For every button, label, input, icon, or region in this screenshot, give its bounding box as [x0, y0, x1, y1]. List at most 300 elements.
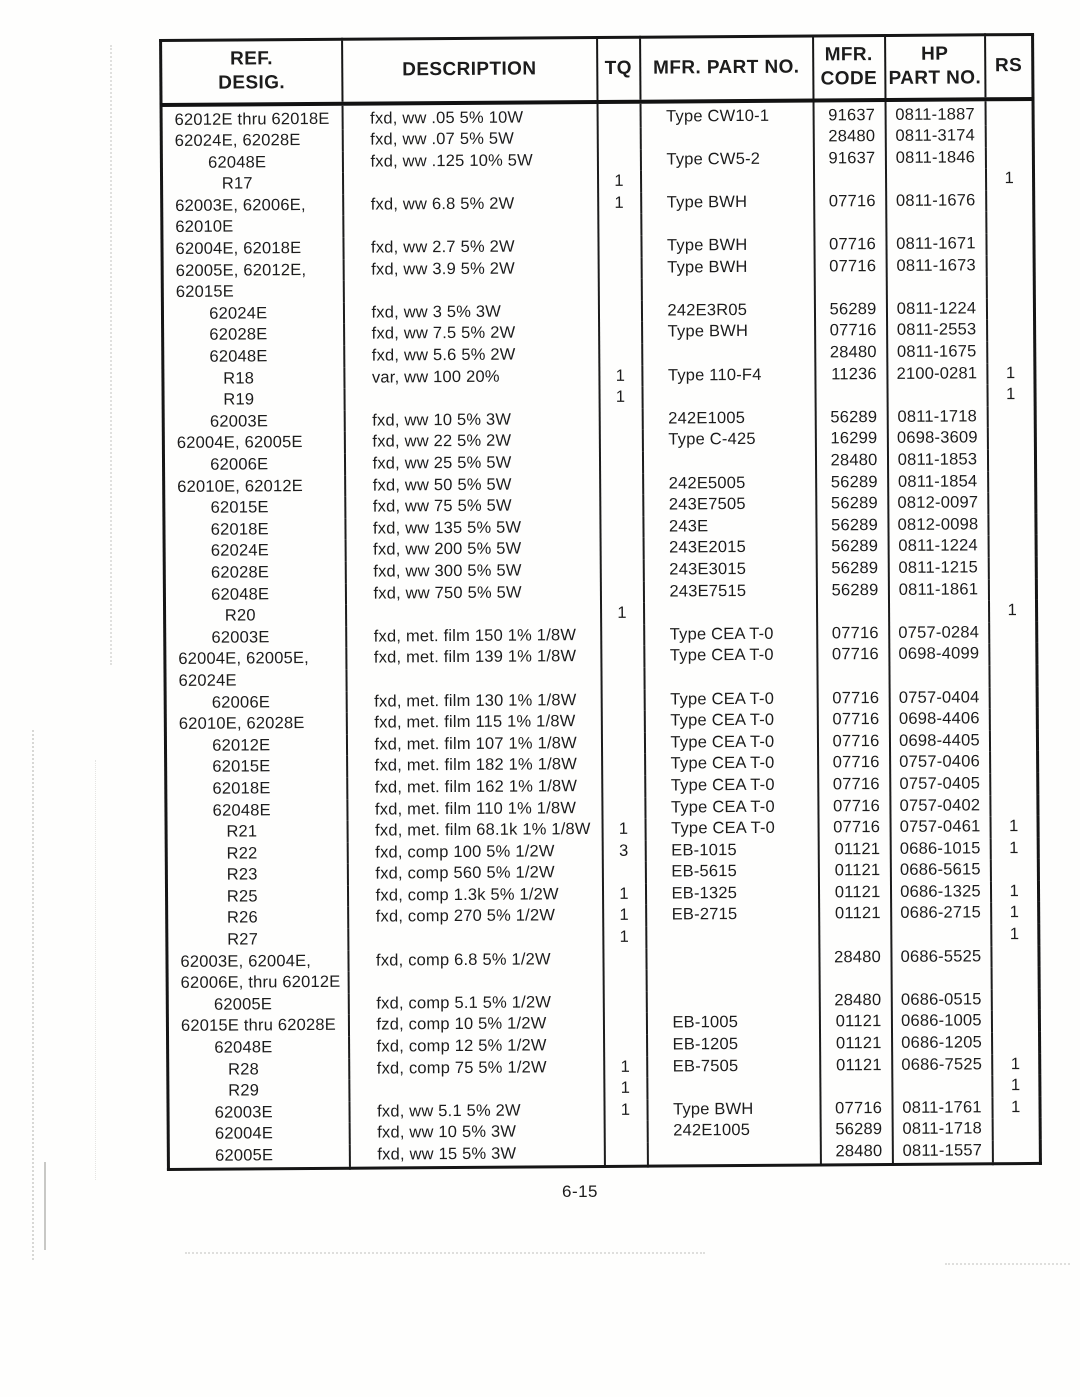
cell-mfr-part-no: 243E7515: [643, 580, 816, 603]
cell-tq: [599, 409, 642, 431]
cell-mfr-part-no: 243E7505: [643, 494, 816, 517]
cell-tq: [601, 668, 644, 690]
cell-hp-part-no: 0686-1015: [890, 838, 990, 860]
cell-ref-desig: 62024E: [164, 540, 345, 563]
cell-mfr-code: 07716: [818, 752, 890, 774]
cell-ref-desig: 62018E: [164, 519, 345, 542]
cell-mfr-code: 01121: [819, 903, 891, 925]
cell-mfr-part-no: [644, 666, 817, 689]
cell-mfr-code: 01121: [818, 860, 890, 882]
cell-description: fxd, ww 200 5% 5W: [345, 538, 600, 561]
cell-tq: [600, 473, 643, 495]
cell-mfr-code: [817, 666, 889, 688]
cell-hp-part-no: 0811-1718: [892, 1119, 992, 1141]
cell-tq: [598, 236, 641, 258]
cell-description: fxd, met. film 139 1% 1/8W: [346, 646, 601, 669]
header-tq: TQ: [597, 37, 640, 101]
cell-hp-part-no: 0686-1325: [890, 881, 990, 903]
cell-rs: [986, 255, 1034, 277]
cell-mfr-part-no: Type BWH: [641, 235, 814, 258]
cell-description: fxd, comp 1.3k 5% 1/2W: [347, 884, 602, 907]
cell-ref-desig: 62005E: [167, 994, 348, 1017]
cell-hp-part-no: 0812-0097: [888, 492, 988, 514]
cell-rs: 1: [989, 600, 1037, 622]
cell-rs: [988, 557, 1036, 579]
cell-tq: 1: [598, 193, 641, 215]
cell-mfr-code: 01121: [820, 1033, 892, 1055]
cell-mfr-code: 07716: [815, 320, 887, 342]
cell-tq: [603, 970, 646, 992]
cell-tq: [600, 538, 643, 560]
cell-ref-desig: 62004E, 62005E: [163, 432, 344, 455]
cell-ref-desig: R28: [168, 1058, 349, 1081]
cell-mfr-part-no: [646, 926, 819, 949]
cell-hp-part-no: 0811-3174: [885, 125, 985, 147]
cell-ref-desig: 62003E, 62004E,: [167, 950, 348, 973]
cell-hp-part-no: 0811-1215: [888, 557, 988, 579]
cell-tq: 1: [604, 1099, 647, 1121]
cell-tq: [600, 560, 643, 582]
cell-ref-desig: 62010E, 62012E: [164, 475, 345, 498]
cell-description: var, ww 100 20%: [344, 366, 599, 389]
cell-mfr-code: 07716: [814, 234, 886, 256]
cell-tq: [604, 1143, 647, 1166]
cell-mfr-code: 07716: [817, 644, 889, 666]
page-number: 6-15: [561, 1182, 599, 1201]
cell-rs: [987, 341, 1035, 363]
cell-description: [343, 171, 598, 194]
cell-rs: 1: [985, 168, 1033, 190]
cell-mfr-part-no: Type CEA T-0: [645, 753, 818, 776]
cell-mfr-code: [814, 277, 886, 299]
cell-mfr-part-no: [647, 1077, 820, 1100]
table-row: [168, 1140, 1040, 1169]
cell-mfr-part-no: Type C-425: [642, 429, 815, 452]
cell-rs: [987, 406, 1035, 428]
cell-hp-part-no: [891, 968, 991, 990]
cell-rs: [989, 622, 1037, 644]
cell-description: fxd, ww 25 5% 5W: [344, 452, 599, 475]
cell-hp-part-no: 0698-4405: [889, 730, 989, 752]
cell-hp-part-no: 0811-1675: [887, 341, 987, 363]
cell-tq: [598, 257, 641, 279]
cell-tq: [601, 689, 644, 711]
scan-artifact: [185, 1252, 705, 1254]
cell-description: fxd, comp 5.1 5% 1/2W: [348, 992, 603, 1015]
cell-description: fxd, comp 100 5% 1/2W: [347, 841, 602, 864]
cell-ref-desig: 62005E, 62012E,: [162, 259, 343, 282]
cell-tq: 1: [604, 1078, 647, 1100]
cell-mfr-code: 56289: [816, 558, 888, 580]
cell-rs: [989, 708, 1037, 730]
cell-rs: [990, 859, 1038, 881]
cell-ref-desig: R22: [166, 842, 347, 865]
cell-description: fxd, met. film 162 1% 1/8W: [347, 776, 602, 799]
cell-tq: [601, 624, 644, 646]
cell-mfr-part-no: [640, 127, 813, 150]
cell-description: fxd, met. film 107 1% 1/8W: [346, 733, 601, 756]
cell-description: fxd, met. film 115 1% 1/8W: [346, 711, 601, 734]
cell-mfr-part-no: Type BWH: [641, 191, 814, 214]
cell-rs: [989, 643, 1037, 665]
cell-description: fxd, ww 15 5% 3W: [349, 1143, 604, 1168]
cell-mfr-part-no: 242E1005: [642, 407, 815, 430]
cell-rs: 1: [987, 363, 1035, 385]
cell-mfr-part-no: [642, 343, 815, 366]
cell-hp-part-no: 0811-1673: [886, 255, 986, 277]
cell-ref-desig: 62004E, 62005E,: [165, 648, 346, 671]
cell-rs: [985, 125, 1033, 147]
cell-rs: [987, 319, 1035, 341]
cell-mfr-part-no: Type BWH: [647, 1098, 820, 1121]
cell-ref-desig: 62024E: [162, 303, 343, 326]
cell-ref-desig: 62048E: [168, 1037, 349, 1060]
cell-description: fxd, ww 300 5% 5W: [345, 560, 600, 583]
cell-rs: [986, 233, 1034, 255]
cell-ref-desig: 62003E: [163, 411, 344, 434]
parts-table: [159, 33, 1042, 1171]
cell-hp-part-no: 0757-0461: [890, 816, 990, 838]
cell-mfr-code: 01121: [818, 882, 890, 904]
cell-mfr-code: 07716: [818, 774, 890, 796]
cell-mfr-part-no: 243E: [643, 515, 816, 538]
cell-description: fzd, comp 10 5% 1/2W: [348, 1013, 603, 1036]
cell-hp-part-no: 0757-0402: [890, 795, 990, 817]
cell-ref-desig: 62006E: [163, 454, 344, 477]
cell-ref-desig: R17: [162, 173, 343, 196]
cell-mfr-code: 11236: [815, 364, 887, 386]
cell-mfr-code: 28480: [813, 126, 885, 148]
cell-mfr-part-no: [646, 969, 819, 992]
cell-tq: [601, 646, 644, 668]
cell-tq: [604, 1035, 647, 1057]
cell-description: fxd, ww 10 5% 3W: [344, 409, 599, 432]
cell-mfr-code: 07716: [818, 817, 890, 839]
cell-ref-desig: 62015E: [164, 497, 345, 520]
cell-ref-desig: 62018E: [166, 778, 347, 801]
cell-ref-desig: 62028E: [164, 562, 345, 585]
cell-rs: [989, 665, 1037, 687]
cell-description: fxd, ww 50 5% 5W: [345, 474, 600, 497]
cell-rs: [990, 794, 1038, 816]
cell-rs: [987, 427, 1035, 449]
cell-rs: [988, 579, 1036, 601]
cell-tq: 1: [601, 603, 644, 625]
cell-hp-part-no: [886, 212, 986, 234]
cell-tq: [603, 992, 646, 1014]
cell-mfr-code: 28480: [819, 990, 891, 1012]
cell-mfr-code: 07716: [820, 1098, 892, 1120]
cell-description: fxd, ww 2.7 5% 2W: [343, 236, 598, 259]
table-header-row: [161, 34, 1033, 104]
cell-description: fxd, comp 560 5% 1/2W: [347, 862, 602, 885]
cell-ref-desig: 62004E: [168, 1123, 349, 1146]
cell-mfr-part-no: EB-1015: [645, 839, 818, 862]
cell-ref-desig: 62006E: [165, 691, 346, 714]
cell-mfr-part-no: [642, 386, 815, 409]
cell-tq: [600, 516, 643, 538]
cell-tq: [598, 214, 641, 236]
cell-description: fxd, met. film 182 1% 1/8W: [347, 754, 602, 777]
cell-ref-desig: R21: [166, 821, 347, 844]
cell-mfr-code: 01121: [818, 839, 890, 861]
cell-tq: [602, 754, 645, 776]
cell-rs: [990, 773, 1038, 795]
cell-mfr-code: 56289: [816, 580, 888, 602]
cell-hp-part-no: 0811-1224: [886, 298, 986, 320]
cell-ref-desig: 62003E: [168, 1102, 349, 1125]
cell-description: fxd, ww 6.8 5% 2W: [343, 193, 598, 216]
cell-mfr-part-no: Type CW10-1: [640, 100, 813, 128]
cell-tq: 1: [603, 927, 646, 949]
cell-description: fxd, ww 7.5 5% 2W: [344, 322, 599, 345]
cell-mfr-code: 56289: [816, 493, 888, 515]
cell-description: fxd, ww 3 5% 3W: [343, 301, 598, 324]
cell-rs: [988, 471, 1036, 493]
cell-tq: 1: [602, 819, 645, 841]
cell-hp-part-no: [889, 665, 989, 687]
cell-hp-part-no: 0811-1861: [888, 579, 988, 601]
cell-mfr-part-no: Type CEA T-0: [644, 623, 817, 646]
cell-description: fxd, ww 22 5% 2W: [344, 430, 599, 453]
cell-hp-part-no: 0811-1854: [888, 471, 988, 493]
cell-mfr-code: 56289: [816, 472, 888, 494]
cell-mfr-part-no: EB-2715: [646, 904, 819, 927]
cell-description: fxd, ww 135 5% 5W: [345, 517, 600, 540]
cell-rs: [987, 449, 1035, 471]
cell-tq: [599, 430, 642, 452]
cell-hp-part-no: [891, 924, 991, 946]
cell-description: fxd, met. film 110 1% 1/8W: [347, 797, 602, 820]
cell-rs: [985, 98, 1033, 125]
cell-description: fxd, met. film 68.1k 1% 1/8W: [347, 819, 602, 842]
cell-mfr-code: 07716: [817, 623, 889, 645]
cell-description: fxd, comp 270 5% 1/2W: [348, 905, 603, 928]
cell-description: [348, 970, 603, 993]
header-description: DESCRIPTION: [342, 38, 597, 104]
cell-tq: [597, 128, 640, 150]
cell-tq: 1: [604, 1056, 647, 1078]
cell-description: [348, 927, 603, 950]
cell-mfr-code: 07716: [814, 191, 886, 213]
cell-ref-desig: 62048E: [166, 799, 347, 822]
cell-tq: [602, 862, 645, 884]
cell-hp-part-no: 0698-4099: [889, 644, 989, 666]
cell-hp-part-no: 0811-1676: [886, 190, 986, 212]
cell-hp-part-no: 0757-0404: [889, 687, 989, 709]
cell-mfr-code: 56289: [816, 515, 888, 537]
cell-ref-desig: 62028E: [163, 324, 344, 347]
cell-hp-part-no: 0811-1671: [886, 233, 986, 255]
cell-mfr-part-no: 243E3015: [643, 558, 816, 581]
cell-hp-part-no: 0698-3609: [887, 428, 987, 450]
cell-ref-desig: R18: [163, 367, 344, 390]
cell-mfr-code: 07716: [814, 256, 886, 278]
cell-ref-desig: R26: [167, 907, 348, 930]
cell-hp-part-no: 0698-4406: [889, 708, 989, 730]
cell-tq: 1: [597, 171, 640, 193]
cell-rs: [991, 967, 1039, 989]
cell-mfr-part-no: Type CW5-2: [640, 148, 813, 171]
cell-mfr-part-no: [640, 170, 813, 193]
cell-rs: [986, 298, 1034, 320]
cell-description: [346, 668, 601, 691]
cell-ref-desig: 62048E: [163, 346, 344, 369]
cell-tq: 1: [603, 905, 646, 927]
cell-hp-part-no: 0686-5525: [891, 946, 991, 968]
cell-description: [343, 214, 598, 237]
cell-mfr-part-no: EB-5615: [645, 861, 818, 884]
cell-hp-part-no: [886, 277, 986, 299]
cell-description: fxd, ww 5.1 5% 2W: [349, 1100, 604, 1123]
cell-mfr-part-no: EB-1205: [647, 1034, 820, 1057]
cell-mfr-code: 56289: [814, 299, 886, 321]
cell-ref-desig: 62006E, thru 62012E: [167, 972, 348, 995]
cell-rs: [986, 211, 1034, 233]
cell-hp-part-no: 0686-1205: [892, 1032, 992, 1054]
cell-rs: [988, 492, 1036, 514]
cell-tq: [603, 948, 646, 970]
scan-artifact: [945, 1263, 1070, 1265]
cell-description: fxd, ww 5.6 5% 2W: [344, 344, 599, 367]
cell-tq: [597, 149, 640, 171]
cell-rs: 1: [987, 384, 1035, 406]
cell-mfr-part-no: Type BWH: [641, 256, 814, 279]
cell-tq: [599, 322, 642, 344]
cell-rs: [988, 535, 1036, 557]
cell-mfr-code: [820, 1076, 892, 1098]
cell-hp-part-no: 0757-0405: [890, 773, 990, 795]
cell-tq: 1: [599, 365, 642, 387]
cell-ref-desig: R29: [168, 1080, 349, 1103]
cell-description: fxd, ww 10 5% 3W: [349, 1121, 604, 1144]
cell-rs: [989, 730, 1037, 752]
cell-mfr-part-no: [646, 947, 819, 970]
cell-mfr-part-no: Type CEA T-0: [644, 688, 817, 711]
cell-description: fxd, met. film 130 1% 1/8W: [346, 690, 601, 713]
scan-artifact: [32, 730, 34, 1260]
cell-mfr-code: [815, 385, 887, 407]
cell-mfr-code: 07716: [817, 688, 889, 710]
cell-hp-part-no: 0811-1846: [885, 147, 985, 169]
cell-mfr-part-no: Type CEA T-0: [644, 731, 817, 754]
cell-tq: [599, 344, 642, 366]
cell-mfr-part-no: EB-1325: [645, 882, 818, 905]
cell-rs: 1: [990, 881, 1038, 903]
cell-ref-desig: R19: [163, 389, 344, 412]
cell-ref-desig: 62015E: [162, 281, 343, 304]
cell-tq: [598, 279, 641, 301]
cell-mfr-part-no: EB-7505: [647, 1055, 820, 1078]
cell-tq: [600, 581, 643, 603]
cell-hp-part-no: 0686-1005: [891, 1011, 991, 1033]
cell-tq: [600, 495, 643, 517]
cell-hp-part-no: [892, 1075, 992, 1097]
cell-mfr-code: 56289: [815, 407, 887, 429]
cell-hp-part-no: 0686-2715: [891, 903, 991, 925]
cell-hp-part-no: [887, 385, 987, 407]
header-ref-desig: REF. DESIG.: [161, 39, 342, 104]
cell-mfr-code: 56289: [816, 536, 888, 558]
scan-artifact: [44, 1162, 46, 1250]
cell-mfr-part-no: Type BWH: [642, 321, 815, 344]
cell-description: fxd, comp 75 5% 1/2W: [349, 1057, 604, 1080]
cell-rs: 1: [992, 1054, 1040, 1076]
cell-mfr-part-no: Type CEA T-0: [645, 774, 818, 797]
cell-hp-part-no: 0757-0406: [890, 752, 990, 774]
cell-mfr-code: 56289: [820, 1119, 892, 1141]
cell-mfr-part-no: Type CEA T-0: [644, 710, 817, 733]
header-mfr-code: MFR. CODE: [813, 35, 885, 100]
cell-rs: 1: [991, 924, 1039, 946]
cell-mfr-part-no: Type CEA T-0: [644, 645, 817, 668]
cell-ref-desig: 62004E, 62018E: [162, 238, 343, 261]
cell-mfr-code: 28480: [820, 1141, 892, 1165]
cell-tq: [602, 797, 645, 819]
cell-rs: [985, 147, 1033, 169]
cell-mfr-part-no: [641, 278, 814, 301]
cell-description: [343, 279, 598, 302]
cell-description: [349, 1078, 604, 1101]
cell-description: fxd, comp 6.8 5% 1/2W: [348, 949, 603, 972]
cell-mfr-part-no: 242E5005: [643, 472, 816, 495]
cell-ref-desig: 62003E, 62006E,: [162, 195, 343, 218]
cell-rs: [990, 751, 1038, 773]
header-mfr-part-no: MFR. PART NO.: [640, 36, 813, 101]
cell-mfr-code: 07716: [817, 731, 889, 753]
cell-description: fxd, met. film 150 1% 1/8W: [346, 625, 601, 648]
cell-description: [346, 603, 601, 626]
cell-rs: [989, 686, 1037, 708]
cell-mfr-code: 91637: [813, 99, 885, 126]
cell-tq: [601, 711, 644, 733]
cell-rs: [991, 946, 1039, 968]
cell-mfr-code: [819, 968, 891, 990]
parts-table-body: [161, 98, 1040, 1169]
cell-mfr-code: 01121: [820, 1055, 892, 1077]
cell-mfr-part-no: [641, 213, 814, 236]
cell-hp-part-no: 0811-1557: [892, 1140, 992, 1164]
cell-rs: [992, 1140, 1040, 1163]
cell-hp-part-no: 0811-1761: [892, 1097, 992, 1119]
cell-hp-part-no: 0811-2553: [887, 320, 987, 342]
cell-mfr-part-no: Type CEA T-0: [645, 818, 818, 841]
cell-hp-part-no: [889, 600, 989, 622]
cell-mfr-part-no: [646, 990, 819, 1013]
cell-mfr-code: 28480: [815, 450, 887, 472]
cell-description: fxd, ww 750 5% 5W: [345, 582, 600, 605]
cell-ref-desig: 62010E, 62028E: [165, 713, 346, 736]
cell-rs: 1: [990, 816, 1038, 838]
cell-ref-desig: 62048E: [161, 151, 342, 174]
cell-description: fxd, comp 12 5% 1/2W: [349, 1035, 604, 1058]
cell-ref-desig: 62005E: [168, 1145, 349, 1169]
cell-ref-desig: 62010E: [162, 216, 343, 239]
cell-tq: [602, 776, 645, 798]
cell-description: fxd, ww .05 5% 10W: [342, 102, 597, 130]
cell-ref-desig: R23: [166, 864, 347, 887]
cell-mfr-code: [817, 601, 889, 623]
cell-mfr-part-no: Type CEA T-0: [645, 796, 818, 819]
cell-hp-part-no: 0686-0515: [891, 989, 991, 1011]
cell-hp-part-no: [885, 169, 985, 191]
cell-hp-part-no: 0812-0098: [888, 514, 988, 536]
cell-mfr-code: [813, 169, 885, 191]
cell-tq: [603, 1013, 646, 1035]
cell-mfr-part-no: 243E2015: [643, 537, 816, 560]
cell-hp-part-no: 0811-1887: [885, 99, 985, 126]
cell-mfr-code: 28480: [819, 947, 891, 969]
